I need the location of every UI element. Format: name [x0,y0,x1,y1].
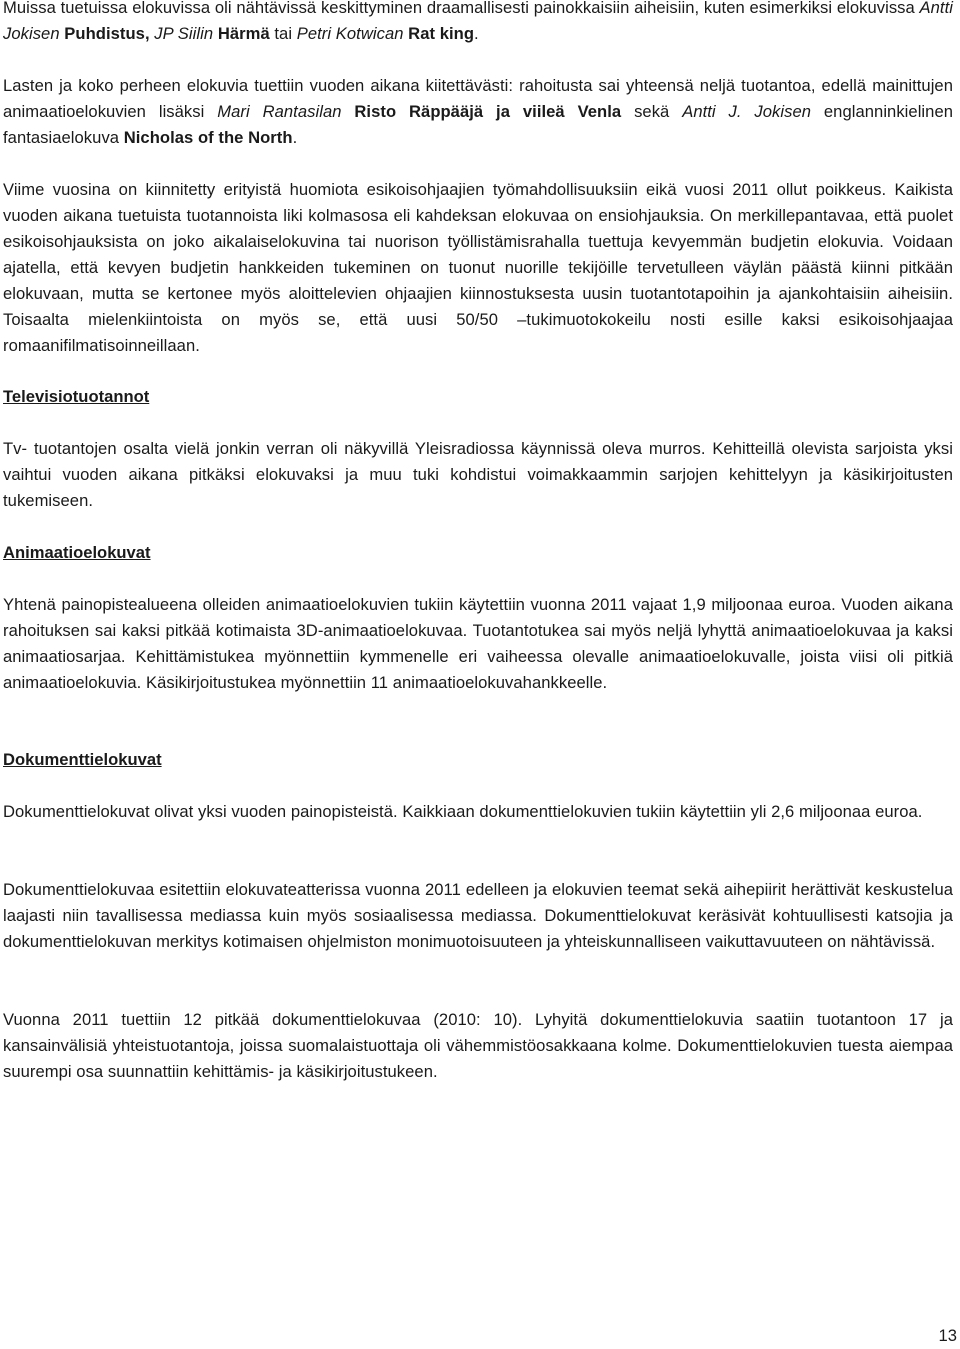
paragraph-documentaries-2011: Vuonna 2011 tuettiin 12 pitkää dokumenttielokuvaa (2010: 10). Lyhyitä dokumenttielokuvia saatiin tuotantoon 17 ja kansainvälisiä yhteistuotantoja, joissa suomalaistuottaja oli vähemmistöosakkaana kolme. Dokumenttielokuvien tuesta aiempaa suurempi osa suunnattiin kehittämis- ja käsikirjoitustukeen. [3,1010,953,1081]
paragraph-debut-directors: Viime vuosina on kiinnitetty erityistä huomiota esikoisohjaajien työmahdollisuuksiin eikä vuosi 2011 ollut poikkeus. Kaikista vuoden aikana tuetuista tuotannoista liki kolmasosa eli kahdeksan elokuvaa on ensiohjauksia. On merkillepantavaa, että puolet esikoisohjauksista on joko aikalaiselokuvina tai nuorison työllistämisrahalla tuettuja kevyemmän budjetin elokuvia. Voidaan ajatella, että kevyen budjetin hankkeiden tukeminen on tuonut nuorille tekijöille tervetulleen väylän päästä kiinni pitkään elokuvaan, mutta se kertonee myös aloittelevien ohjaajien kiinnostuksesta uusin tuotantotapoihin ja ajankohtaisiin aiheisiin. Toisaalta mielenkiintoista on myös se, että uusi 50/50 –tukimuotokokeilu nosti esille kaksi esikoisohjaajaa romaanifilmatisoinneillaan. [3,180,953,355]
text-run: tai [269,24,297,43]
paragraph-family-films [3,73,953,151]
section-heading-animation: Animaatioelokuvat [3,543,151,562]
text-run: sekä [621,102,683,121]
director-name: Petri Kotwican [296,24,404,43]
text-run [342,102,355,121]
paragraph-documentaries-funding: Dokumenttielokuvat olivat yksi vuoden painopisteistä. Kaikkiaan dokumenttielokuvien tukiin käytettiin yli 2,6 miljoonaa euroa. [3,802,923,821]
director-name: Antti Jokisen [3,0,953,43]
text-run: englanninkielinen fantasiaelokuva [3,102,954,147]
text-run: Muissa tuetuissa elokuvissa oli nähtävissä keskittyminen draamallisesti painokkaisiin aiheisiin, kuten esimerkiksi elokuvissa [3,0,920,17]
text-run: Lasten ja koko perheen elokuvia tuettiin vuoden aikana kiitettävästi: rahoitusta sai yhteensä neljä tuotantoa, edellä mainittujen animaatioelokuvien lisäksi [3,76,953,121]
text-run: . [474,24,479,43]
director-name: Antti J. Jokisen [682,102,812,121]
section-heading-television: Televisiotuotannot [3,387,150,406]
film-title: Rat king [408,24,475,43]
text-run: . [292,128,298,147]
film-title: Puhdistus, [64,24,150,43]
director-name: Mari Rantasilan [217,102,342,121]
paragraph-drama-films [3,0,953,47]
film-title: Nicholas of the North [123,128,293,147]
film-title: Härmä [217,24,270,43]
film-title: Risto Räppääjä ja viileä Venla [354,102,622,121]
director-name: JP Siilin [154,24,214,43]
section-heading-documentaries: Dokumenttielokuvat [3,750,162,769]
paragraph-documentaries-cinema: Dokumenttielokuvaa esitettiin elokuvateatterissa vuonna 2011 edelleen ja elokuvien teemat sekä aihepiirit herättivät keskustelua laajasti niin tavallisessa mediassa kuin myös sosiaalisessa mediassa. Dokumenttielokuvat keräsivät kohtuullisesti katsojia ja dokumenttielokuvan merkitys kotimaisen ohjelmiston monimuotoisuuteen ja yhteiskunnalliseen vaikuttavuuteen on nähtävissä. [3,880,953,951]
page-number: 13 [938,1326,957,1345]
paragraph-television: Tv- tuotantojen osalta vielä jonkin verran oli näkyvillä Yleisradiossa käynnissä oleva murros. Kehitteillä olevista sarjoista yksi vaihtui vuoden aikana pitkäksi elokuvaksi ja muu tuki kohdistui voimakkaammin sarjojen kehittelyyn ja käsikirjoitusten tukemiseen. [3,439,953,510]
paragraph-animation: Yhtenä painopistealueena olleiden animaatioelokuvien tukiin käytettiin vuonna 2011 vajaat 1,9 miljoonaa euroa. Vuoden aikana rahoituksen sai kaksi pitkää kotimaista 3D-animaatioelokuvaa. Tuotantotukea sai myös neljä lyhyttä animaatioelokuvaa ja kaksi animaatiosarjaa. Kehittämistukea myönnettiin kymmenelle eri vaiheessa olevalle animaatioelokuvalle, joista viisi oli pitkiä animaatioelokuvia. Käsikirjoitustukea myönnettiin 11 animaatioelokuvahankkeelle. [3,595,953,692]
